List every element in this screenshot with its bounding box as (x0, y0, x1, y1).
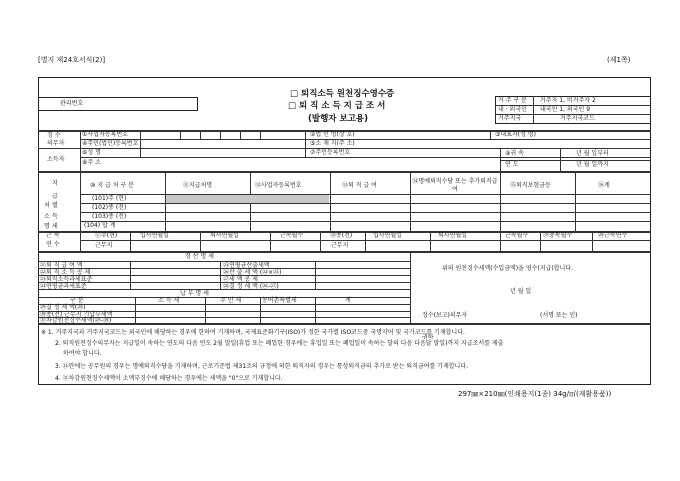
earner-rrn-label: ⑦주민등록번호 (310, 149, 351, 156)
service-cur-months: 근속월수 (280, 232, 304, 239)
service-side-2: 연 수 (46, 241, 60, 248)
nationality-value: 내국인 1, 외국인 9 (540, 106, 591, 113)
mgmt-no-label: 관리번호 (60, 100, 84, 107)
note-2: 2. 퇴직원천징수의무자는 지급일이 속하는 연도의 다음 연도 2월 말일(휴업 또는 폐업한 경우에는 휴업일 또는 폐업일이 속하는 달의 다음 다음달 말일)까지 지급조서를 제출 (55, 340, 504, 347)
col-retirement-pay: ⑬퇴 직 급 여 (342, 182, 377, 189)
earner-name-label: ⑥성 명 (82, 149, 101, 156)
service-cur-entry: 입사연월일 (140, 232, 169, 239)
calc-tax-credit: ㉗세 액 공 제 (223, 276, 258, 283)
service-prev-entry: 입사연월일 (373, 232, 402, 239)
receipt-statement: 위의 원천징수세액(수입금액)을 영수(지급)합니다. (442, 265, 574, 272)
page-label: (제1쪽) (607, 56, 631, 64)
form-code: [별지 제24호서식(2)] (38, 56, 106, 64)
service-current-label: ⑰주(현) (95, 232, 118, 239)
service-dup-months: ⑲중복월수 (543, 232, 573, 239)
title-withholding-receipt: □ 퇴직소득 원천징수영수증 (290, 89, 395, 99)
biz-no-label: ①사업자등록번호 (82, 131, 128, 138)
col-payer-type: ⑩ 지 급 처 구 분 (90, 182, 134, 189)
tax-calc-title: 경 산 명 세 (185, 253, 214, 260)
payment-side-5: 소 (44, 213, 50, 220)
service-cur-leave: 퇴사연월일 (210, 232, 239, 239)
service-prev-leave: 퇴사연월일 (438, 232, 467, 239)
earner-address-label: ⑧주 소 (82, 159, 101, 166)
service-side-1: 근 속 (46, 232, 60, 239)
corp-address-label: ⑤소 재 지(주 소) (310, 140, 355, 147)
row-total-label: (104) 합 계 (84, 222, 116, 229)
calc-tax-base: ㉓퇴직소득과세표준 (40, 276, 93, 283)
receipt-date: 년 월 일 (510, 288, 532, 295)
pay-row-withholding: ㉛차감원천징수세액(㉙-㉚) (40, 317, 112, 324)
residence-type-value: 거주자 1, 비거주자 2 (540, 97, 596, 104)
belong-label: ⑨귀 속 (505, 150, 524, 157)
col-payer-biz-no: ⑫사업자등록번호 (255, 182, 302, 189)
belong-year-label: 연 도 (505, 161, 519, 168)
payment-side-8: 세 (52, 223, 58, 230)
pay-col-resident-tax: 주 민 세 (220, 297, 242, 304)
receipt-signature: (서명 또는 인) (540, 312, 578, 319)
nationality-label: 내 · 외국인 (498, 106, 527, 113)
earner-side: 소득자 (47, 156, 65, 163)
tax-pay-title: 납 부 명 세 (180, 290, 209, 297)
note-3: 3. ⑭란에는 공무원의 경우는 명예퇴직수당을 기재하며, 근로기준법 제31조의 규정에 의한 퇴직자의 경우는 통상퇴직금의 추가로 받는 퇴직금여를 기재합니다. (55, 363, 469, 370)
payment-side-6: 득 (52, 213, 58, 220)
pay-col-total: 계 (345, 297, 351, 304)
service-prev-workplace: 근무지 (331, 242, 349, 249)
receipt-addressee: 귀하 (422, 334, 434, 341)
row-current-label: (101)주 (현) (92, 195, 127, 202)
residence-country-code: 거주지국코드 (560, 115, 595, 122)
payment-side-2: 급 (52, 193, 58, 200)
col-honorary-allowance: ⑭명예퇴직수당 또는 추가퇴직급여 (412, 178, 498, 193)
title-issuer-report: (발행자 보고용) (308, 114, 368, 124)
col-total: ⑯계 (598, 182, 610, 189)
service-years: ⑳근속연수 (598, 232, 628, 239)
receipt-withholder: 징수(보고)의무자 (422, 312, 468, 319)
pay-col-type: 구 분 (70, 297, 84, 304)
col-payer-name: ⑪지급처명 (183, 182, 213, 189)
residence-type-label: 거 주 구 분 (498, 97, 527, 104)
withholder-side-2: 의무자 (47, 140, 65, 147)
calc-avg-computed-tax: ㉕연평균산출세액 (223, 262, 270, 269)
note-1: ※ 1. 거주지국과 거주지국코드는 외국인에 해당하는 경우에 한하여 기재하며, 국제표준화기구(ISO)가 정한 국가별 ISO코드중 국명약어 및 국가코드를 기재합니다. (41, 329, 465, 336)
payment-side-3: 처 (44, 202, 50, 209)
service-prev-months: 근속월수 (505, 232, 529, 239)
corp-reg-label: ④주민(법인)등록번호 (82, 140, 139, 147)
service-prev-label: ⑱종(전) (330, 232, 353, 239)
payment-side-4: 별 (52, 202, 58, 209)
shaded-cell (166, 195, 329, 203)
pay-row-prepaid: ㉚종(전) 근무지 기납부세액 (40, 311, 113, 318)
pay-col-rural-tax: 농어촌특별세 (262, 297, 297, 304)
service-current-workplace: 근무지 (95, 242, 113, 249)
row-prev2-label: (103)종 (전) (92, 213, 127, 220)
col-insurance: ⑮퇴직보험금등 (510, 182, 551, 189)
pay-row-final-tax: ㉙결 정 세 액(㉘) (40, 304, 86, 311)
paper-spec-footer: 297㎜×210㎜(인쇄용지(1종) 34g/㎡(재활용품)) (458, 390, 612, 398)
calc-computed-tax: ㉖산 출 세 액 (㉔×㉕) (223, 269, 282, 276)
withholder-side-1: 징 수 (47, 132, 61, 139)
payment-side-1: 지 (52, 180, 58, 187)
calc-retirement-pay: ㉑퇴 직 급 여 액 (40, 262, 83, 269)
pay-col-income-tax: 소 득 세 (158, 297, 180, 304)
calc-deduction: ㉒퇴 직 소 득 공 제 (40, 269, 91, 276)
note-2-cont: 하여야 합니다. (63, 350, 102, 357)
rep-label: ③대표자(성 명) (495, 131, 536, 138)
belong-from-date: 년 월 일부터 (576, 150, 609, 157)
calc-final-tax: ㉘결 정 세 액 (㉖-㉗) (223, 283, 279, 290)
title-payment-statement: □ 퇴 직 소 득 지 급 조 서 (288, 101, 386, 111)
residence-country-label: 거주지국 (498, 115, 522, 122)
note-4: 4. ㉛차감원천징수세액이 소액부징수에 해당하는 경우에는 세액을 "0"으로 기재합니다. (55, 375, 283, 382)
calc-avg-tax-base: ㉔연평균과세표준 (40, 283, 87, 290)
corp-name-label: ②법 인 명(상 호) (310, 131, 355, 138)
payment-side-7: 명 (44, 223, 50, 230)
row-prev1-label: (102)종 (전) (92, 204, 127, 211)
belong-to-date: 년 월 일까지 (576, 161, 609, 168)
